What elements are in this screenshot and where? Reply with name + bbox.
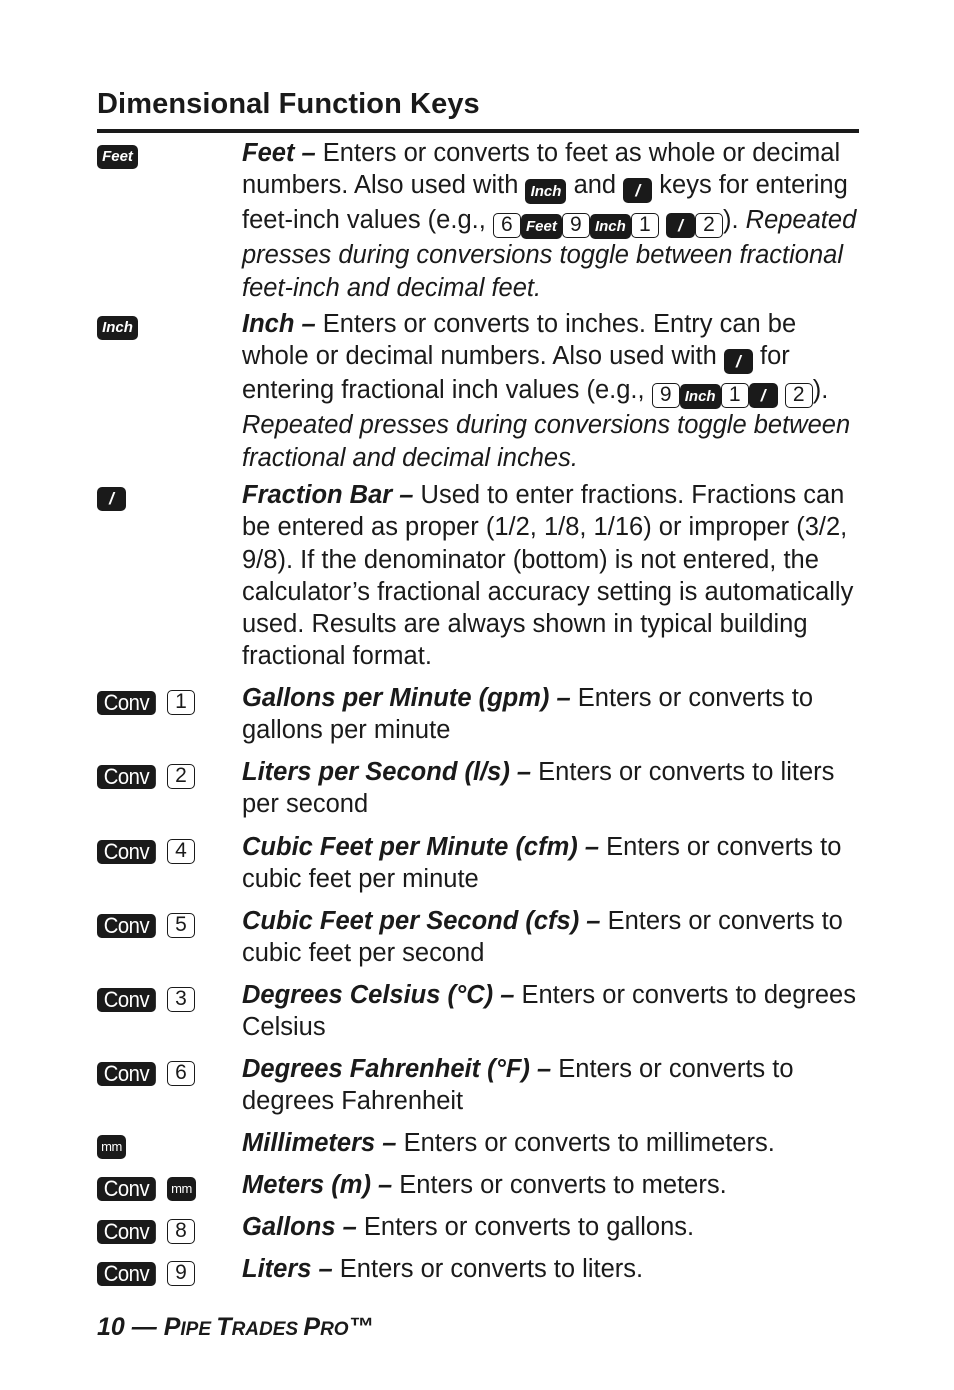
feet-key: Feet	[97, 145, 138, 169]
key-group	[97, 1135, 126, 1159]
key-group	[97, 913, 195, 938]
key-group	[97, 1061, 195, 1086]
key-group	[97, 987, 195, 1012]
key-group	[97, 839, 195, 864]
conv-key: Conv	[97, 914, 156, 938]
entry-description	[242, 308, 859, 474]
fraction-key: /	[724, 349, 753, 374]
key-group	[97, 145, 138, 169]
number-key-2: 2	[695, 213, 723, 238]
fraction-key: /	[97, 487, 126, 511]
number-key-5: 5	[167, 913, 195, 938]
number-key-9: 9	[167, 1261, 195, 1286]
entry-description	[242, 905, 859, 970]
inch-key: Inch	[97, 316, 138, 340]
entry-description	[242, 1253, 859, 1285]
key-group	[97, 316, 138, 340]
entry-text: Enters or converts to gallons.	[356, 1213, 695, 1241]
entry-note: Repeated presses during conversions toggle between fractional feet-inch and decimal feet.	[242, 206, 857, 302]
entry-text: ).	[722, 206, 746, 235]
entry-term: Feet –	[242, 139, 316, 167]
conv-key: Conv	[97, 988, 156, 1012]
entry-text: Used to enter fractions. Fractions can be entered as proper (1/2, 1/8, 1/16) or improper (3/2, 9/8). If the denominator (bottom) is not entered, the calculator’s fractional accuracy setting is automatically used. Results are always shown in typical building fractional format.	[242, 481, 854, 671]
mm-key: mm	[97, 1135, 126, 1159]
inch-key: Inch	[590, 214, 631, 239]
heading-rule	[97, 129, 859, 133]
feet-key: Feet	[521, 214, 562, 239]
fraction-key: /	[623, 178, 652, 203]
mm-key: mm	[167, 1177, 196, 1201]
entry-description	[242, 682, 859, 747]
footer-title: PIPE TRADES PRO™	[163, 1313, 374, 1341]
entry-term: Liters –	[242, 1255, 333, 1283]
entry-term: Cubic Feet per Second (cfs) –	[242, 907, 601, 935]
fraction-key: /	[749, 383, 778, 408]
key-group	[97, 487, 126, 511]
entry-description	[242, 831, 859, 896]
entry-text: Enters or converts to degrees Fahrenheit	[242, 1055, 794, 1116]
key-group	[97, 1261, 195, 1286]
page-footer	[97, 1313, 374, 1342]
entry-description	[242, 137, 859, 304]
entry-term: Degrees Fahrenheit (°F) –	[242, 1055, 552, 1083]
entry-term: Degrees Celsius (°C) –	[242, 981, 515, 1009]
entry-term: Liters per Second (l/s) –	[242, 758, 532, 786]
entry-text: Enters or converts to cubic feet per second	[242, 907, 843, 968]
key-group	[97, 764, 195, 789]
entry-text: Enters or converts to inches. Entry can be whole or decimal numbers. Also used with	[242, 310, 797, 371]
inch-key: Inch	[525, 179, 566, 204]
number-key-1: 1	[721, 383, 749, 408]
key-group	[97, 1177, 196, 1201]
entry-text: Enters or converts to degrees Celsius	[242, 981, 856, 1042]
entry-text: Enters or converts to liters per second	[242, 758, 835, 819]
entry-text: keys for entering feet-inch values (e.g.,	[242, 171, 848, 235]
number-key-4: 4	[167, 839, 195, 864]
entry-text: Enters or converts to meters.	[392, 1171, 727, 1199]
entry-text: Enters or converts to cubic feet per minute	[242, 833, 842, 894]
entry-note: Repeated presses during conversions toggle between fractional and decimal inches.	[242, 411, 851, 472]
conv-key: Conv	[97, 1177, 156, 1201]
number-key-9: 9	[652, 383, 680, 408]
key-group	[97, 690, 195, 715]
entry-text: ).	[812, 376, 829, 405]
entry-description	[242, 1211, 859, 1243]
page-title: Dimensional Function Keys	[97, 88, 480, 120]
number-key-2: 2	[167, 764, 195, 789]
entry-description	[242, 1127, 859, 1159]
key-group	[97, 1219, 195, 1244]
entry-text: Enters or converts to feet as whole or decimal numbers. Also used with	[242, 139, 841, 200]
page-number: 10 —	[97, 1313, 164, 1341]
number-key-3: 3	[167, 987, 195, 1012]
entry-description	[242, 1053, 859, 1118]
entry-term: Gallons –	[242, 1213, 357, 1241]
entry-text: for entering fractional inch values (e.g.,	[242, 342, 790, 405]
entry-term: Fraction Bar –	[242, 481, 414, 509]
number-key-6: 6	[493, 213, 521, 238]
conv-key: Conv	[97, 765, 156, 789]
conv-key: Conv	[97, 691, 156, 715]
inch-key: Inch	[680, 384, 721, 409]
entry-text: Enters or converts to gallons per minute	[242, 684, 814, 745]
conv-key: Conv	[97, 1062, 156, 1086]
number-key-1: 1	[167, 690, 195, 715]
entry-description	[242, 479, 859, 673]
number-key-8: 8	[167, 1219, 195, 1244]
number-key-2: 2	[785, 383, 813, 408]
entry-description	[242, 1169, 859, 1201]
entry-description	[242, 756, 859, 821]
number-key-6: 6	[167, 1061, 195, 1086]
entry-term: Gallons per Minute (gpm) –	[242, 684, 571, 712]
entry-term: Cubic Feet per Minute (cfm) –	[242, 833, 600, 861]
conv-key: Conv	[97, 1262, 156, 1286]
entry-text: Enters or converts to liters.	[332, 1255, 644, 1283]
number-key-1: 1	[631, 213, 659, 238]
entry-term: Inch –	[242, 310, 316, 338]
entry-description	[242, 979, 859, 1044]
fraction-key: /	[666, 213, 695, 238]
conv-key: Conv	[97, 1220, 156, 1244]
entry-text: and	[566, 171, 624, 200]
entry-text: Enters or converts to millimeters.	[396, 1129, 775, 1157]
conv-key: Conv	[97, 840, 156, 864]
entry-term: Millimeters –	[242, 1129, 397, 1157]
entry-term: Meters (m) –	[242, 1171, 393, 1199]
number-key-9: 9	[562, 213, 590, 238]
